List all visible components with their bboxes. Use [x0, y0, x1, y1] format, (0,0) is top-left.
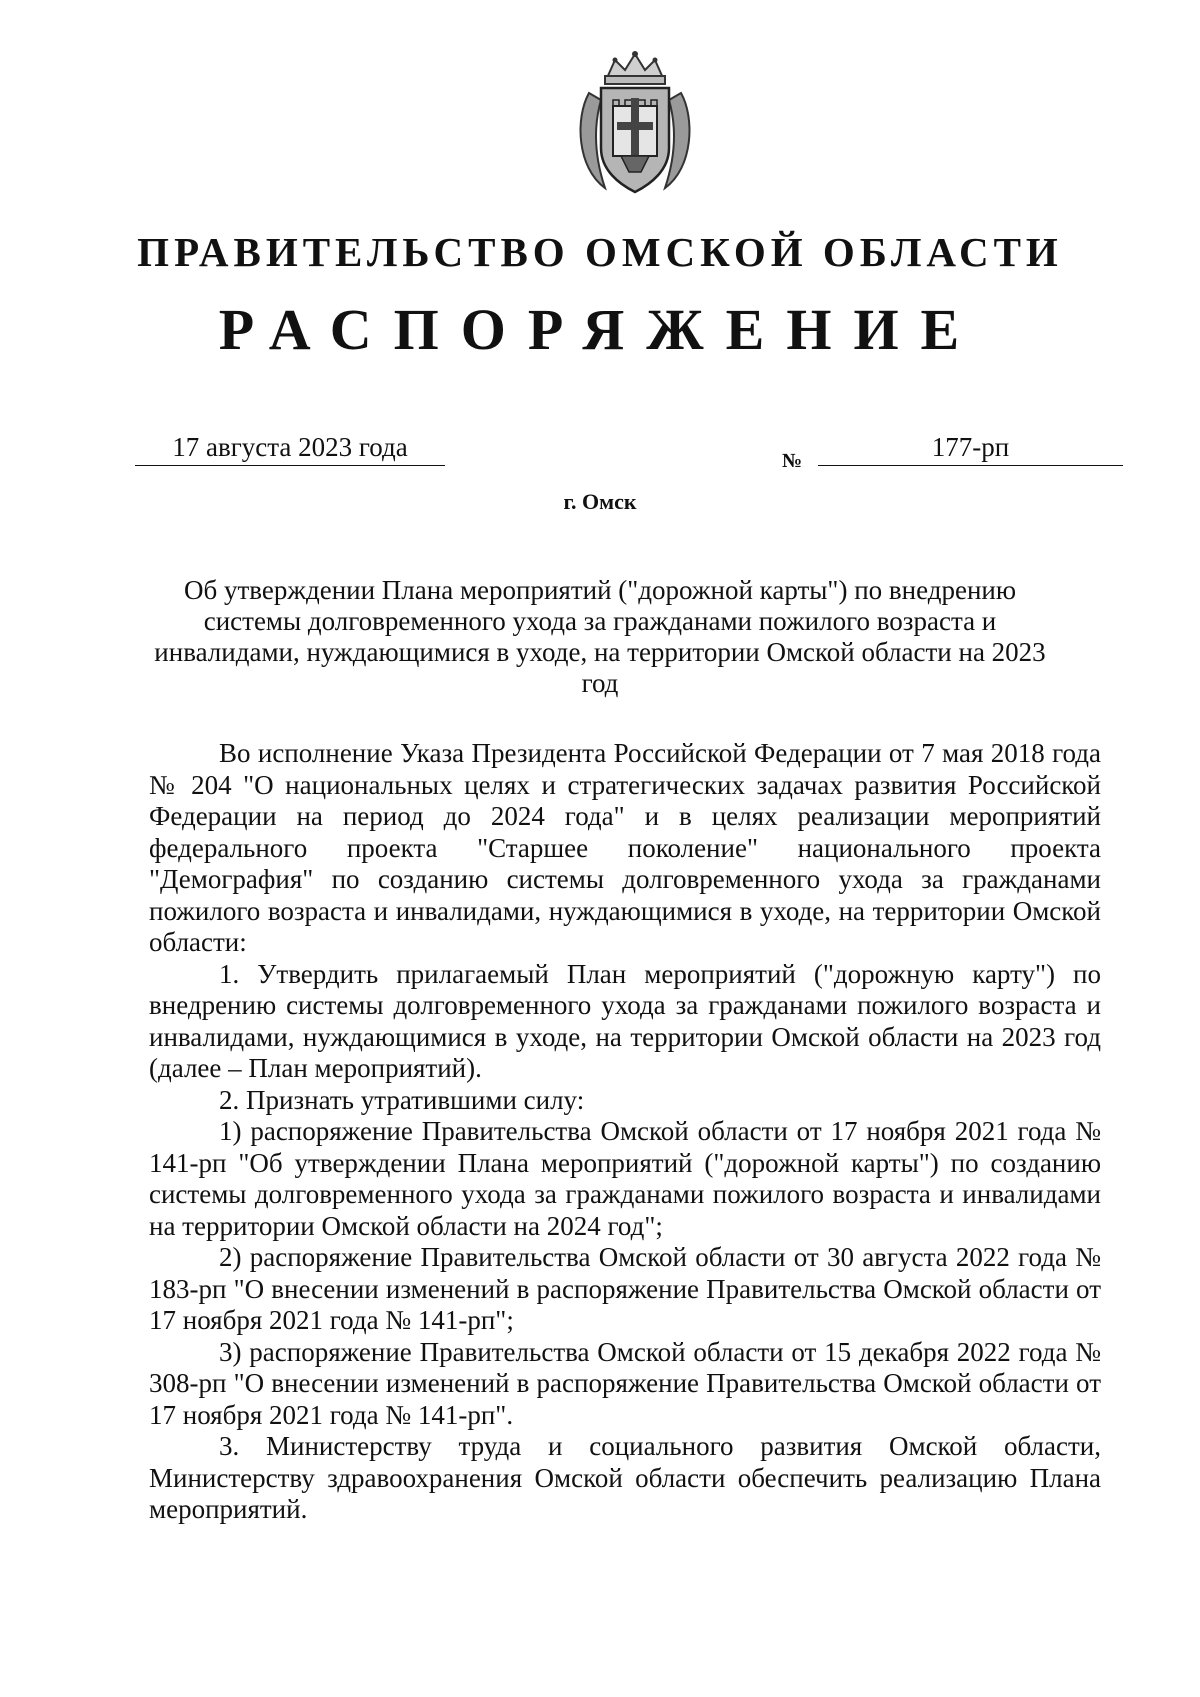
- document-heading: Об утверждении Плана мероприятий ("дорожной карты") по внедрению системы долговременного ухода за гражданами пожилого возраста и инвалидами, нуждающимися в уходе, на территории Омской области на 2023 год: [154, 575, 1046, 698]
- paragraph-subitem-1: 1) распоряжение Правительства Омской области от 17 ноября 2021 года № 141-рп "Об утверждении Плана мероприятий ("дорожной карты") по созданию системы долговременного ухода за гражданами пожилого возраста и инвалидами на территории Омской области на 2024 год";: [149, 1116, 1101, 1241]
- paragraph-subitem-2: 2) распоряжение Правительства Омской области от 30 августа 2022 года № 183-рп "О внесении изменений в распоряжение Правительства Омской области от 17 ноября 2021 года № 141-рп";: [149, 1242, 1101, 1335]
- paragraph-preamble: Во исполнение Указа Президента Российской Федерации от 7 мая 2018 года № 204 "О национальных целях и стратегических задачах развития Российской Федерации на период до 2024 года" и в целях реализации мероприятий федерального проекта "Старшее поколение" национального проекта "Демография" по созданию системы долговременного ухода за гражданами пожилого возраста и инвалидами, нуждающимися в уходе, на территории Омской области:: [149, 738, 1101, 957]
- organization-title: ПРАВИТЕЛЬСТВО ОМСКОЙ ОБЛАСТИ: [137, 229, 1063, 275]
- omsk-region-coat-of-arms-icon: [565, 48, 705, 198]
- coat-of-arms-emblem: [565, 48, 705, 198]
- paragraph-subitem-3: 3) распоряжение Правительства Омской области от 15 декабря 2022 года № 308-рп "О внесении изменений в распоряжение Правительства Омской области от 17 ноября 2021 года № 141-рп".: [149, 1336, 1101, 1430]
- city-name: г. Омск: [563, 489, 637, 514]
- paragraph-item-1: 1. Утвердить прилагаемый План мероприятий ("дорожную карту") по внедрению системы долговременного ухода за гражданами пожилого возраста и инвалидами, нуждающимися в уходе, на территории Омской области на 2023 год (далее – План мероприятий).: [149, 958, 1101, 1083]
- paragraph-item-2: 2. Признать утратившими силу:: [219, 1084, 585, 1115]
- paragraph-item-3: 3. Министерству труда и социального развития Омской области, Министерству здравоохранения Омской области обеспечить реализацию Плана мероприятий.: [149, 1431, 1101, 1524]
- number-label: №: [782, 450, 803, 472]
- document-number: 177-рп: [818, 432, 1123, 466]
- document-body: [149, 738, 1101, 1526]
- document-date: 17 августа 2023 года: [135, 432, 445, 466]
- document-type-title: РАСПОРЯЖЕНИЕ: [218, 297, 982, 362]
